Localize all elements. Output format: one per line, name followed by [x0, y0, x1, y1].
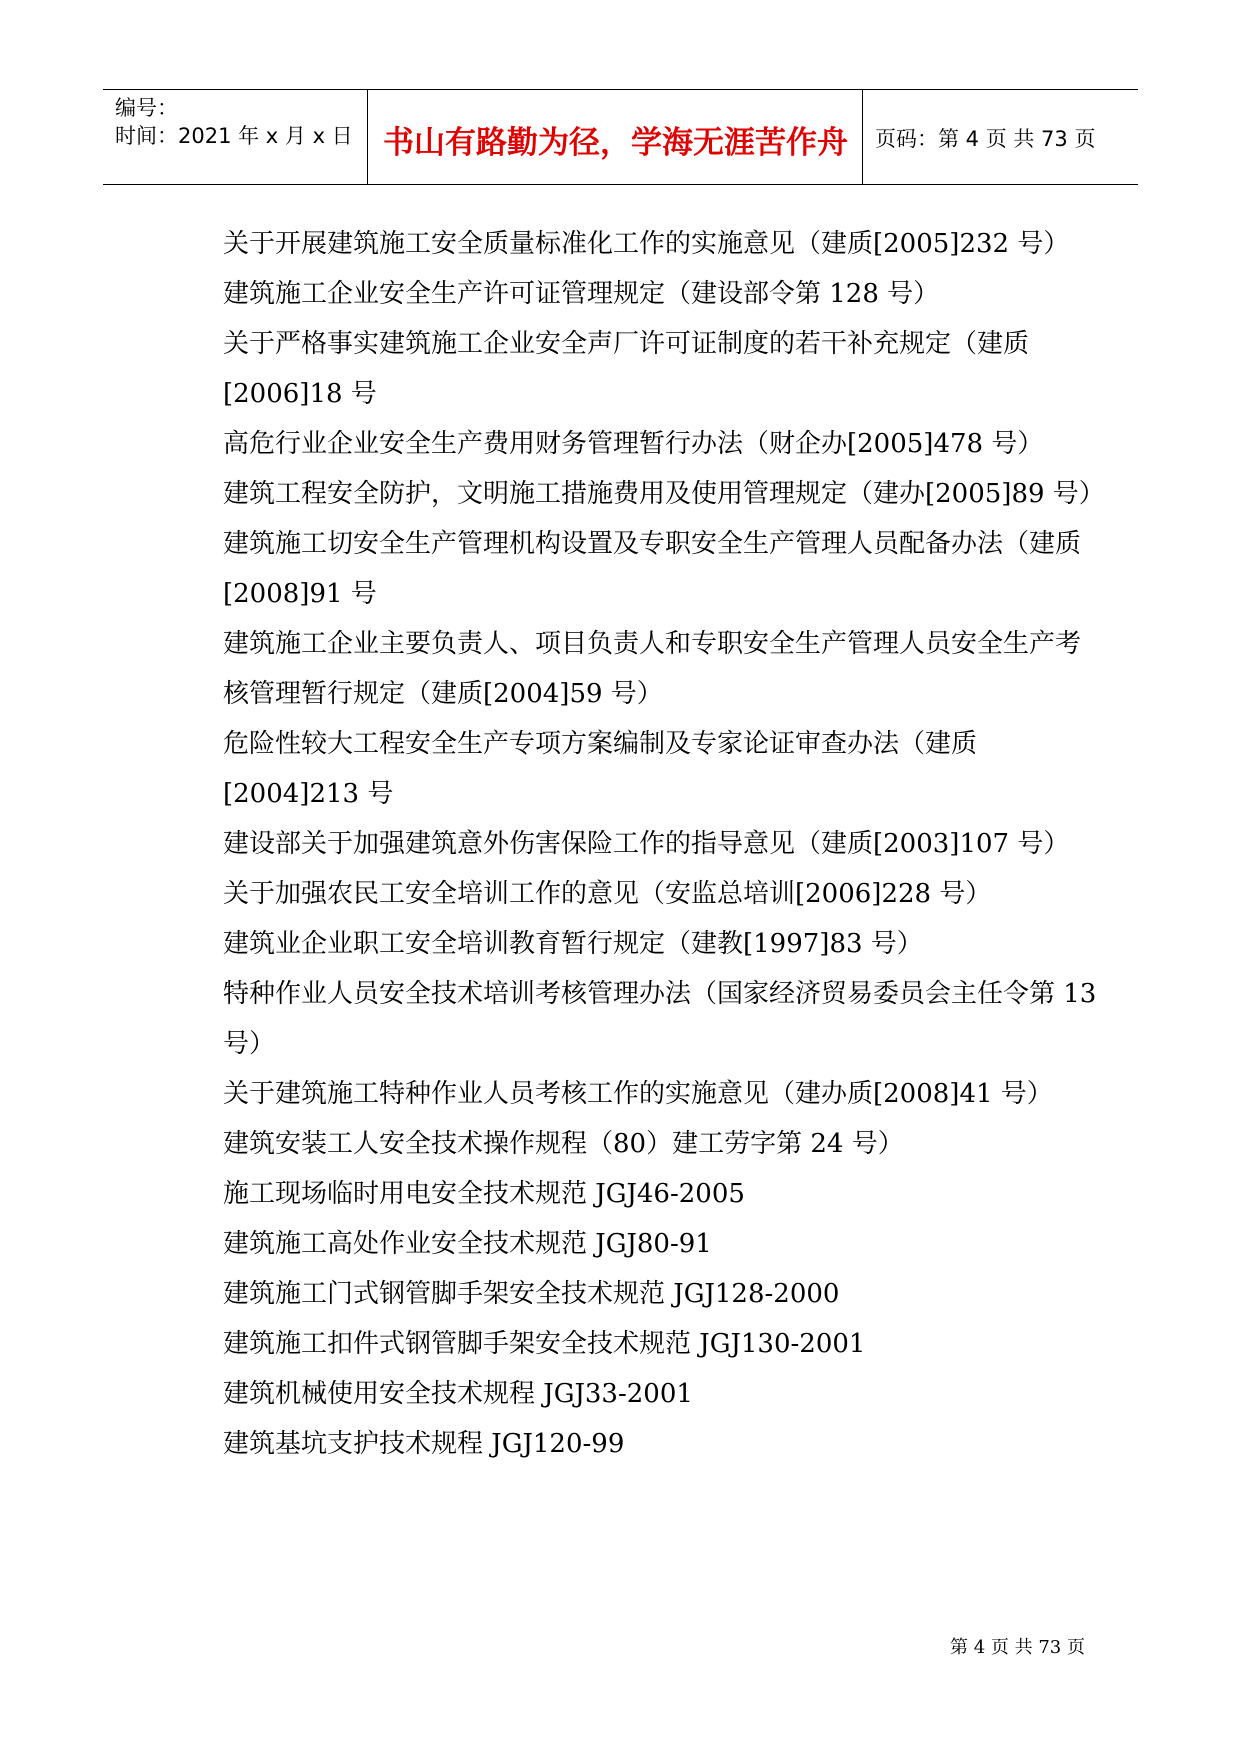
list-item: 建筑施工企业安全生产许可证管理规定（建设部令第 128 号） [223, 279, 940, 309]
page-header [103, 89, 1138, 185]
list-item: 关于开展建筑施工安全质量标准化工作的实施意见（建质[2005]232 号） [223, 229, 1070, 259]
list-item: 建筑机械使用安全技术规程 JGJ33-2001 [223, 1379, 693, 1409]
list-item: 关于加强农民工安全培训工作的意见（安监总培训[2006]228 号） [223, 879, 992, 909]
header-motto-cell [368, 90, 863, 184]
list-item: 高危行业企业安全生产费用财务管理暂行办法（财企办[2005]478 号） [223, 429, 1044, 459]
list-item: 建筑施工高处作业安全技术规范 JGJ80-91 [223, 1229, 712, 1259]
header-page-number: 页码：第 4 页 共 73 页 [875, 127, 1096, 151]
list-item: 建筑施工企业主要负责人、项目负责人和专职安全生产管理人员安全生产考核管理暂行规定（建质[2004]59 号） [223, 629, 1082, 709]
list-item: 建筑施工切安全生产管理机构设置及专职安全生产管理人员配备办法（建质[2008]91 号 [223, 529, 1082, 609]
list-item: 建筑基坑支护技术规程 JGJ120-99 [223, 1429, 625, 1459]
list-item: 关于严格事实建筑施工企业安全声厂许可证制度的若干补充规定（建质[2006]18 号 [223, 329, 1030, 409]
header-left-cell [103, 90, 368, 184]
header-page-cell [863, 90, 1138, 184]
document-date: 时间：2021 年 x 月 x 日 [115, 124, 353, 148]
list-item: 施工现场临时用电安全技术规范 JGJ46-2005 [223, 1179, 745, 1209]
list-item: 建设部关于加强建筑意外伤害保险工作的指导意见（建质[2003]107 号） [223, 829, 1070, 859]
list-item: 建筑工程安全防护，文明施工措施费用及使用管理规定（建办[2005]89 号） [223, 479, 1105, 509]
list-item: 建筑施工扣件式钢管脚手架安全技术规范 JGJ130-2001 [223, 1329, 866, 1359]
list-item: 建筑安装工人安全技术操作规程（80）建工劳字第 24 号） [223, 1129, 904, 1159]
regulation-list [223, 219, 1103, 1469]
list-item: 建筑业企业职工安全培训教育暂行规定（建教[1997]83 号） [223, 929, 923, 959]
page-footer: 第 4 页 共 73 页 [950, 1637, 1085, 1658]
document-number-label: 编号： [115, 96, 178, 120]
header-motto: 书山有路勤为径，学海无涯苦作舟 [383, 125, 848, 161]
list-item: 关于建筑施工特种作业人员考核工作的实施意见（建办质[2008]41 号） [223, 1079, 1053, 1109]
list-item: 危险性较大工程安全生产专项方案编制及专家论证审查办法（建质[2004]213 号 [223, 729, 978, 809]
list-item: 建筑施工门式钢管脚手架安全技术规范 JGJ128-2000 [223, 1279, 840, 1309]
list-item: 特种作业人员安全技术培训考核管理办法（国家经济贸易委员会主任令第 13 号） [223, 979, 1097, 1059]
